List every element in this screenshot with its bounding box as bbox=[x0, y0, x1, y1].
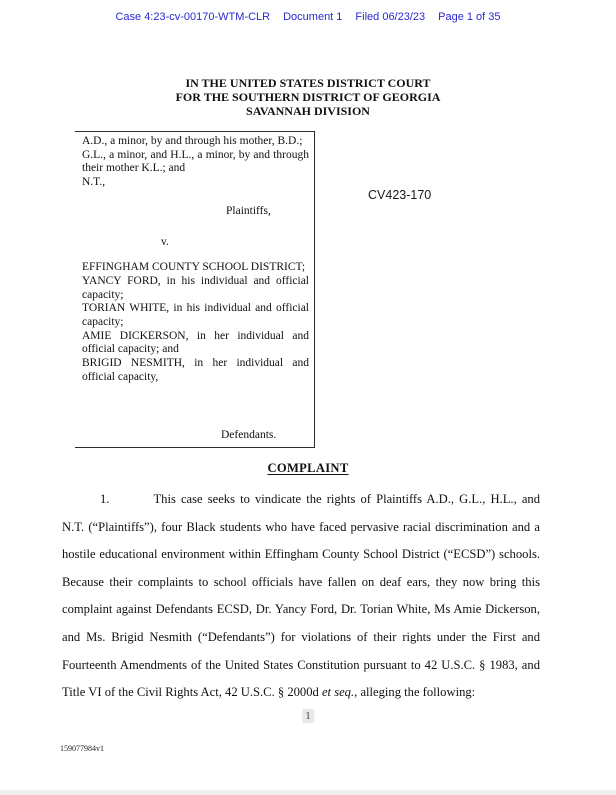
versus-label: v. bbox=[161, 235, 169, 248]
court-title-line: SAVANNAH DIVISION bbox=[246, 104, 370, 119]
paragraph-text-italic: et seq. bbox=[321, 685, 355, 700]
defendant-entry: TORIAN WHITE, in his individual and official capacity; bbox=[82, 302, 309, 329]
court-title-line: IN THE UNITED STATES DISTRICT COURT bbox=[185, 76, 431, 90]
defendant-entry: AMIE DICKERSON, in her individual and official capacity; and bbox=[82, 329, 309, 356]
stamp-page: Page 1 of 35 bbox=[438, 11, 501, 23]
defendant-entry: YANCY FORD, in his individual and official capacity; bbox=[82, 274, 309, 301]
court-title bbox=[0, 76, 616, 119]
plaintiff-entry: N.T., bbox=[82, 176, 106, 189]
stamp-filed: Filed 06/23/23 bbox=[355, 11, 426, 23]
paragraph-number: 1. bbox=[100, 492, 110, 506]
defendants-block bbox=[82, 261, 309, 384]
caption-box bbox=[75, 131, 315, 448]
plaintiffs-label: Plaintiffs, bbox=[226, 204, 271, 217]
page-number-field: 1 bbox=[302, 709, 314, 723]
paragraph-1 bbox=[62, 486, 540, 707]
stamp-case: Case 4:23-cv-00170-WTM-CLR bbox=[115, 11, 271, 23]
plaintiff-entry: G.L., a minor, and H.L., a minor, by and through their mother K.L.; and bbox=[82, 148, 309, 175]
complaint-heading: COMPLAINT bbox=[267, 461, 349, 475]
plaintiff-entry: A.D., a minor, by and through his mother, B.D.; bbox=[82, 135, 303, 147]
stamp-document: Document 1 bbox=[283, 11, 343, 23]
plaintiffs-block bbox=[82, 135, 309, 190]
case-stamp-header bbox=[0, 11, 616, 23]
paragraph-text: This case seeks to vindicate the rights of Plaintiffs A.D., G.L., H.L., and N.T. (“Plaintiffs”), four Black students who have faced pervasive racial discrimination and a hostile educational environment within Effingham County School District (“ECSD”) schools. Because their complaints to school officials have fallen on deaf ears, they now bring this complaint against Defendants ECSD, Dr. Yancy Ford, Dr. Torian White, Ms Amie Dickerson, and Ms. Brigid Nesmith (“Defendants”) for violations of their rights under the First and Fourteenth Amendments of the United States Constitution pursuant to 42 U.S.C. § 1983, and Title VI of the Civil Rights Act, 42 U.S.C. § 2000d bbox=[62, 492, 540, 700]
case-number-stamp: CV423-170 bbox=[368, 188, 432, 202]
defendant-entry: BRIGID NESMITH, in her individual and official capacity, bbox=[82, 357, 309, 383]
court-title-line: FOR THE SOUTHERN DISTRICT OF GEORGIA bbox=[175, 90, 441, 105]
document-id-footer: 159077984v1 bbox=[60, 744, 104, 753]
defendant-entry: EFFINGHAM COUNTY SCHOOL DISTRICT; bbox=[82, 261, 306, 274]
defendants-label: Defendants. bbox=[221, 429, 277, 442]
paragraph-text-end: , alleging the following: bbox=[354, 685, 476, 700]
